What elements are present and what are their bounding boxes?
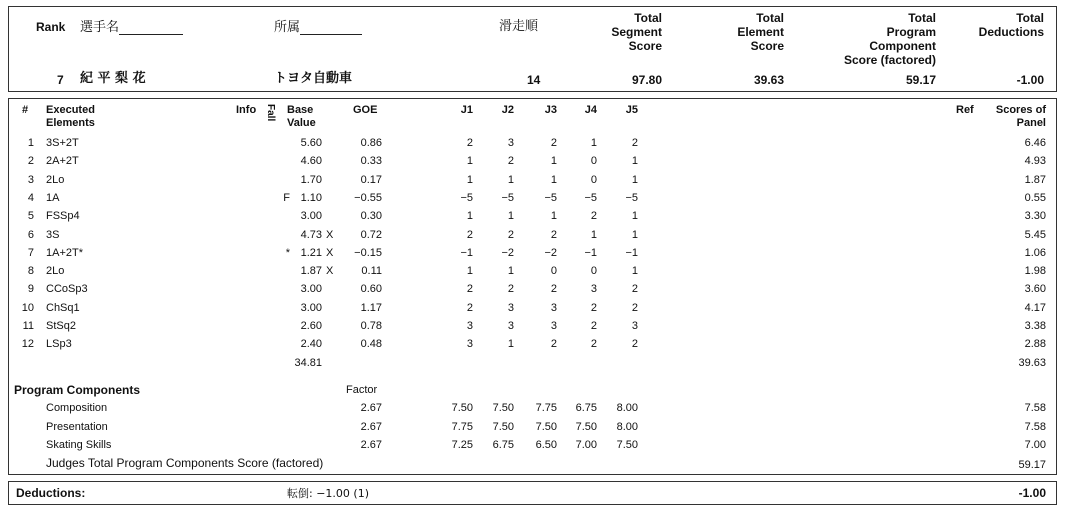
col-fall: Fall bbox=[265, 104, 276, 122]
element-judge-5: 1 bbox=[631, 228, 638, 241]
pc-name: Skating Skills bbox=[46, 439, 112, 451]
element-judge-3: −5 bbox=[544, 191, 557, 204]
element-goe: 0.11 bbox=[361, 265, 382, 278]
pc-judge-2: 7.50 bbox=[492, 402, 514, 414]
ded-label-1: Total bbox=[1016, 11, 1044, 25]
element-number: 3 bbox=[27, 173, 34, 186]
deductions-label: Deductions: bbox=[16, 486, 86, 500]
element-judge-2: 2 bbox=[507, 155, 514, 168]
pcs-label bbox=[826, 11, 936, 67]
element-judge-1: 2 bbox=[466, 228, 473, 241]
element-judge-1: 2 bbox=[466, 137, 473, 149]
element-judge-3: −2 bbox=[544, 246, 557, 259]
pc-panel-score: 7.00 bbox=[1024, 439, 1046, 451]
pc-factor: 2.67 bbox=[360, 420, 382, 433]
element-panel-score: 1.06 bbox=[1024, 246, 1046, 259]
element-base-value: 4.73 bbox=[300, 228, 322, 241]
element-judge-3: 1 bbox=[550, 210, 557, 223]
element-goe: −0.15 bbox=[354, 246, 382, 259]
element-judge-1: 2 bbox=[466, 301, 473, 314]
element-number: 8 bbox=[27, 265, 34, 278]
element-judge-1: −1 bbox=[460, 246, 473, 259]
element-info: F bbox=[283, 191, 290, 204]
element-base-value: 1.21 bbox=[300, 246, 322, 259]
pc-judge-2: 6.75 bbox=[492, 439, 514, 451]
col-ref: Ref bbox=[956, 104, 974, 116]
pc-judge-1: 7.50 bbox=[451, 402, 473, 414]
element-goe: 0.17 bbox=[360, 173, 382, 186]
tes-label-1: Total bbox=[756, 11, 784, 25]
element-judge-2: 1 bbox=[507, 210, 514, 223]
element-judge-4: 2 bbox=[590, 301, 597, 314]
element-judge-4: 1 bbox=[590, 137, 597, 149]
element-judge-1: 1 bbox=[466, 265, 473, 278]
element-number: 10 bbox=[21, 301, 34, 314]
element-judge-1: 1 bbox=[466, 173, 473, 186]
element-number: 11 bbox=[22, 320, 34, 332]
name-label-text: 選手名 bbox=[80, 20, 120, 35]
skater-name: 紀 平 梨 花 bbox=[80, 71, 146, 86]
elements-score-total: 39.63 bbox=[1018, 357, 1046, 369]
base-value-total: 34.81 bbox=[294, 357, 322, 369]
club-underline bbox=[300, 22, 362, 35]
pc-title: Program Components bbox=[14, 383, 141, 397]
element-judge-4: 2 bbox=[590, 338, 597, 351]
element-judge-4: −5 bbox=[584, 191, 597, 204]
tss-value: 97.80 bbox=[631, 73, 662, 87]
col-j2: J2 bbox=[501, 104, 514, 116]
name-label bbox=[80, 20, 183, 35]
pc-judge-3: 6.50 bbox=[535, 439, 557, 451]
element-judge-5: 2 bbox=[631, 283, 638, 296]
col-panel-1: Scores of bbox=[995, 104, 1046, 116]
ded-label-2: Deductions bbox=[978, 25, 1044, 39]
rank-label: Rank bbox=[36, 20, 66, 34]
element-judge-1: 1 bbox=[466, 155, 473, 168]
element-goe: 0.86 bbox=[360, 137, 382, 149]
pc-name: Presentation bbox=[46, 420, 108, 433]
element-number: 5 bbox=[27, 210, 34, 223]
col-executed-1: Executed bbox=[46, 104, 95, 116]
pc-factor: 2.67 bbox=[360, 439, 382, 451]
element-base-value: 1.70 bbox=[300, 173, 322, 186]
pc-judge-3: 7.50 bbox=[535, 420, 557, 433]
element-goe: 0.78 bbox=[360, 320, 382, 332]
element-goe: 0.48 bbox=[360, 338, 382, 351]
element-goe: 0.60 bbox=[360, 283, 382, 296]
element-number: 6 bbox=[27, 228, 34, 241]
col-num: # bbox=[22, 104, 29, 116]
element-judge-5: 2 bbox=[631, 338, 638, 351]
element-judge-4: 3 bbox=[590, 283, 597, 296]
deductions-detail: 転倒: −1.00 (1) bbox=[287, 487, 369, 500]
element-judge-3: 2 bbox=[550, 338, 557, 351]
element-judge-3: 2 bbox=[550, 228, 557, 241]
element-judge-4: −1 bbox=[584, 246, 597, 259]
element-judge-5: 1 bbox=[631, 173, 638, 186]
element-judge-1: 3 bbox=[466, 320, 473, 332]
element-judge-5: −1 bbox=[625, 246, 638, 259]
element-base-value: 1.87 bbox=[300, 265, 322, 278]
element-judge-4: 0 bbox=[590, 155, 597, 168]
element-name: 3S bbox=[46, 228, 60, 241]
element-panel-score: 3.60 bbox=[1024, 283, 1046, 296]
element-base-value: 1.10 bbox=[300, 191, 322, 204]
element-panel-score: 1.87 bbox=[1024, 173, 1046, 186]
pc-total-label: Judges Total Program Components Score (factored) bbox=[46, 456, 324, 470]
pc-judge-2: 7.50 bbox=[492, 420, 514, 433]
col-executed-2: Elements bbox=[46, 117, 95, 129]
element-panel-score: 3.30 bbox=[1024, 210, 1046, 223]
element-base-value: 3.00 bbox=[300, 283, 322, 296]
col-executed bbox=[46, 104, 95, 130]
col-j5: J5 bbox=[625, 104, 638, 116]
element-number: 9 bbox=[27, 283, 34, 296]
element-x-mark: X bbox=[326, 265, 334, 278]
element-judge-3: 3 bbox=[550, 301, 557, 314]
element-judge-2: 2 bbox=[507, 283, 514, 296]
element-panel-score: 1.98 bbox=[1024, 265, 1046, 278]
element-judge-1: 3 bbox=[466, 338, 473, 351]
tss-label-2: Segment bbox=[611, 25, 662, 39]
order-value: 14 bbox=[527, 73, 541, 87]
element-number: 1 bbox=[27, 137, 34, 149]
element-judge-2: 3 bbox=[507, 137, 514, 149]
element-judge-4: 2 bbox=[590, 210, 597, 223]
element-goe: 0.30 bbox=[360, 210, 382, 223]
element-name: FSSp4 bbox=[46, 210, 80, 223]
col-base-1: Base bbox=[287, 104, 314, 116]
pc-panel-score: 7.58 bbox=[1024, 402, 1046, 414]
tes-value: 39.63 bbox=[753, 73, 784, 87]
pc-judge-1: 7.25 bbox=[451, 439, 473, 451]
pcs-value: 59.17 bbox=[905, 73, 936, 87]
element-judge-2: 3 bbox=[507, 320, 514, 332]
element-judge-2: 1 bbox=[507, 338, 514, 351]
element-number: 2 bbox=[27, 155, 34, 168]
element-goe: 0.33 bbox=[360, 155, 382, 168]
element-judge-2: 2 bbox=[507, 228, 514, 241]
col-goe: GOE bbox=[353, 104, 378, 116]
element-judge-1: 1 bbox=[466, 210, 473, 223]
col-j3: J3 bbox=[544, 104, 557, 116]
element-base-value: 3.00 bbox=[300, 301, 322, 314]
element-judge-5: −5 bbox=[625, 191, 638, 204]
element-name: StSq2 bbox=[46, 320, 76, 332]
pc-factor-label: Factor bbox=[346, 384, 378, 396]
club-value: トヨタ自動車 bbox=[274, 71, 353, 86]
element-judge-3: 1 bbox=[550, 173, 557, 186]
element-panel-score: 4.93 bbox=[1024, 155, 1046, 168]
element-judge-5: 2 bbox=[631, 137, 638, 149]
element-judge-2: −2 bbox=[501, 246, 514, 259]
col-panel bbox=[970, 104, 1046, 130]
tss-label-3: Score bbox=[628, 39, 662, 53]
element-goe: 1.17 bbox=[360, 301, 382, 314]
col-base bbox=[287, 104, 316, 130]
element-panel-score: 5.45 bbox=[1024, 228, 1046, 241]
element-judge-4: 0 bbox=[590, 265, 597, 278]
element-number: 12 bbox=[21, 338, 34, 351]
element-judge-1: −5 bbox=[460, 191, 473, 204]
order-label: 滑走順 bbox=[499, 19, 539, 34]
pc-panel-score: 7.58 bbox=[1024, 420, 1046, 433]
ded-value: -1.00 bbox=[1016, 73, 1044, 87]
element-judge-4: 1 bbox=[590, 228, 597, 241]
element-x-mark: X bbox=[326, 246, 334, 259]
element-panel-score: 6.46 bbox=[1024, 137, 1046, 149]
element-judge-2: 1 bbox=[507, 173, 514, 186]
element-judge-5: 1 bbox=[631, 265, 638, 278]
element-base-value: 4.60 bbox=[300, 155, 322, 168]
tss-label-1: Total bbox=[634, 11, 662, 25]
element-judge-2: −5 bbox=[501, 191, 514, 204]
element-judge-5: 1 bbox=[631, 155, 638, 168]
element-number: 7 bbox=[27, 246, 34, 259]
col-panel-2: Panel bbox=[1016, 117, 1046, 129]
col-info: Info bbox=[236, 104, 257, 116]
pc-name: Composition bbox=[46, 402, 108, 414]
element-judge-2: 1 bbox=[507, 265, 514, 278]
element-goe: −0.55 bbox=[354, 191, 382, 204]
tss-label bbox=[590, 11, 662, 53]
element-base-value: 2.60 bbox=[300, 320, 322, 332]
element-judge-3: 0 bbox=[550, 265, 557, 278]
element-name: 2Lo bbox=[46, 173, 65, 186]
element-number: 4 bbox=[27, 191, 34, 204]
name-underline bbox=[119, 22, 183, 35]
element-panel-score: 3.38 bbox=[1024, 320, 1046, 332]
pc-judge-5: 8.00 bbox=[616, 402, 638, 414]
element-name: ChSq1 bbox=[46, 301, 80, 314]
element-judge-2: 3 bbox=[507, 301, 514, 314]
element-judge-5: 3 bbox=[631, 320, 638, 332]
element-panel-score: 2.88 bbox=[1024, 338, 1046, 351]
tes-label bbox=[712, 11, 784, 53]
pcs-label-2: Program bbox=[886, 25, 936, 39]
element-panel-score: 0.55 bbox=[1024, 191, 1046, 204]
element-name: 1A bbox=[46, 191, 60, 204]
element-goe: 0.72 bbox=[360, 228, 382, 241]
element-judge-4: 2 bbox=[590, 320, 597, 332]
element-judge-4: 0 bbox=[590, 173, 597, 186]
element-judge-3: 3 bbox=[550, 320, 557, 332]
element-name: LSp3 bbox=[46, 338, 72, 351]
element-judge-3: 1 bbox=[550, 155, 557, 168]
element-name: 2Lo bbox=[46, 265, 65, 278]
element-name: 1A+2T* bbox=[46, 246, 83, 259]
pc-total-value: 59.17 bbox=[1018, 459, 1046, 471]
element-name: 2A+2T bbox=[46, 155, 79, 168]
element-base-value: 3.00 bbox=[300, 210, 322, 223]
tes-label-3: Score bbox=[750, 39, 784, 53]
element-base-value: 5.60 bbox=[300, 137, 322, 149]
element-name: 3S+2T bbox=[46, 137, 79, 149]
element-judge-5: 2 bbox=[631, 301, 638, 314]
col-j1: J1 bbox=[460, 104, 473, 116]
club-label-text: 所属 bbox=[274, 20, 301, 35]
club-label bbox=[274, 20, 362, 35]
ded-label bbox=[960, 11, 1044, 39]
pc-judge-3: 7.75 bbox=[535, 402, 557, 414]
element-judge-5: 1 bbox=[631, 210, 638, 223]
col-j4: J4 bbox=[584, 104, 597, 116]
element-base-value: 2.40 bbox=[300, 338, 322, 351]
rank-value: 7 bbox=[57, 73, 64, 87]
deductions-box bbox=[8, 481, 1057, 505]
element-judge-1: 2 bbox=[466, 283, 473, 296]
element-judge-3: 2 bbox=[550, 137, 557, 149]
tes-label-2: Element bbox=[737, 25, 784, 39]
element-x-mark: X bbox=[326, 228, 334, 241]
element-panel-score: 4.17 bbox=[1024, 301, 1046, 314]
pc-judge-5: 8.00 bbox=[616, 420, 638, 433]
pcs-label-4: Score (factored) bbox=[843, 53, 936, 67]
element-judge-3: 2 bbox=[550, 283, 557, 296]
pc-judge-4: 7.50 bbox=[575, 420, 597, 433]
element-name: CCoSp3 bbox=[46, 283, 88, 296]
deductions-total: -1.00 bbox=[1018, 486, 1046, 500]
pc-judge-4: 6.75 bbox=[575, 402, 597, 414]
pcs-label-3: Component bbox=[869, 39, 936, 53]
col-base-2: Value bbox=[287, 117, 316, 129]
pc-judge-4: 7.00 bbox=[575, 439, 597, 451]
pc-factor: 2.67 bbox=[360, 402, 382, 414]
pcs-label-1: Total bbox=[908, 11, 936, 25]
pc-judge-1: 7.75 bbox=[451, 420, 473, 433]
element-info: * bbox=[285, 246, 290, 259]
pc-judge-5: 7.50 bbox=[616, 439, 638, 451]
